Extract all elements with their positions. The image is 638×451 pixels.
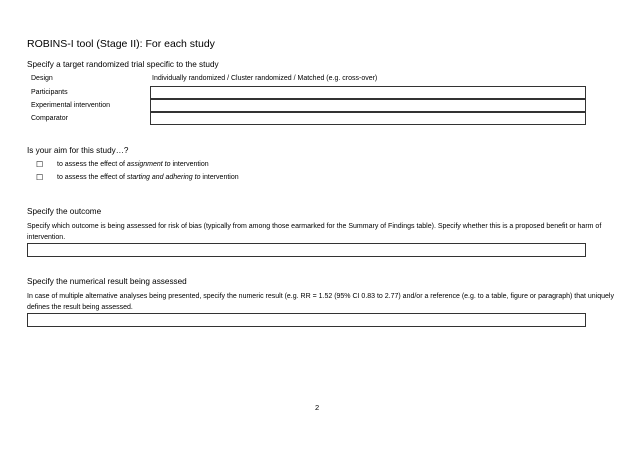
experimental-intervention-label: Experimental intervention: [31, 102, 110, 109]
design-label: Design: [31, 75, 53, 82]
outcome-field[interactable]: [27, 243, 586, 257]
numerical-result-heading: Specify the numerical result being assessed: [27, 277, 187, 286]
assignment-option-label: to assess the effect of assignment to intervention: [57, 161, 209, 168]
comparator-label: Comparator: [31, 115, 68, 122]
assignment-checkbox[interactable]: ☐: [36, 160, 44, 169]
outcome-instruction: Specify which outcome is being assessed for risk of bias (typically from among those earmarked for the Summary of Findings table). Specify whether this is a proposed benefit or harm of intervention.: [27, 223, 602, 241]
participants-label: Participants: [31, 89, 68, 96]
aim-heading: Is your aim for this study…?: [27, 146, 129, 155]
page-number: 2: [315, 403, 320, 412]
outcome-heading: Specify the outcome: [27, 207, 102, 216]
design-options: Individually randomized / Cluster randomized / Matched (e.g. cross-over): [152, 75, 378, 82]
numerical-result-instruction: In case of multiple alternative analyses being presented, specify the numeric result (e.g. RR = 1.52 (95% CI 0.83 to 2.77) and/or a reference (e.g. to a table, figure or paragraph) that uniquely defines the result being assessed.: [27, 293, 614, 311]
comparator-field[interactable]: [150, 112, 586, 125]
page-title: ROBINS-I tool (Stage II): For each study: [27, 38, 215, 50]
adherence-checkbox[interactable]: ☐: [36, 173, 44, 182]
numerical-result-field[interactable]: [27, 313, 586, 327]
experimental-intervention-field[interactable]: [150, 99, 586, 112]
target-trial-heading: Specify a target randomized trial specific to the study: [27, 60, 219, 69]
adherence-option-label: to assess the effect of starting and adhering to intervention: [57, 174, 239, 181]
participants-field[interactable]: [150, 86, 586, 99]
